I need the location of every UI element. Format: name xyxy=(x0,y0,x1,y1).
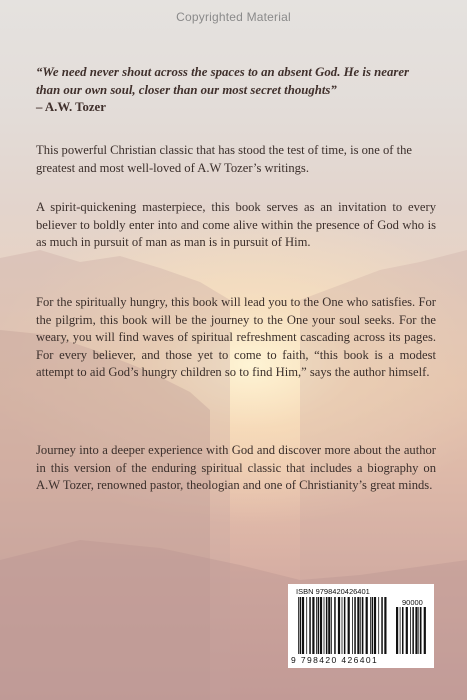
barcode-bar xyxy=(402,607,404,654)
barcode-bar xyxy=(362,597,364,654)
description-paragraph-2: A spirit-quickening masterpiece, this book serves as an invitation to every believer to boldly enter into and come alive within the presence of God who is as much in pursuit of man as man is in pursuit of Him. xyxy=(36,200,436,250)
barcode-bar xyxy=(344,597,346,654)
barcode-bar xyxy=(400,607,401,654)
quote-author: – A.W. Tozer xyxy=(36,100,106,115)
barcode-bar xyxy=(418,607,419,654)
barcode-bar xyxy=(412,607,414,654)
barcode-bar xyxy=(352,597,353,654)
barcode-bar xyxy=(360,597,361,654)
barcode-bar xyxy=(372,597,374,654)
barcode-bar xyxy=(326,597,328,654)
isbn-label: ISBN 9798420426401 xyxy=(296,587,370,596)
barcode-bar xyxy=(300,597,302,654)
barcode-bar xyxy=(331,597,332,654)
quote-text: “We need never shout across the spaces to an absent God. He is nearer than our own soul, closer than our most secret thoughts” xyxy=(36,65,410,97)
barcode-bar xyxy=(338,597,340,654)
barcode-bar xyxy=(354,597,356,654)
barcode-bar xyxy=(410,607,411,654)
barcode-bar xyxy=(378,597,379,654)
barcode-bar xyxy=(298,597,299,654)
barcode-bar xyxy=(370,597,371,654)
description-paragraph-4: Journey into a deeper experience with God and discover more about the author in this version of the enduring spiritual classic that includes a biography on A.W Tozer, renowned pastor, theologian and one of Christianity’s great minds. xyxy=(36,443,436,493)
barcode-bar xyxy=(406,607,408,654)
barcode-bar xyxy=(415,607,417,654)
barcode-bar xyxy=(357,597,359,654)
barcode-bar xyxy=(324,597,325,654)
barcode-bar xyxy=(302,597,304,654)
barcode-bar xyxy=(328,597,330,654)
price-code: 90000 xyxy=(402,598,423,607)
barcode-bar xyxy=(320,597,322,654)
barcode-bar xyxy=(424,607,426,654)
description-paragraph-1: This powerful Christian classic that has stood the test of time, is one of the greatest and most well-loved of A.W Tozer’s writings. xyxy=(36,143,412,175)
barcode-bar xyxy=(348,597,350,654)
barcode-bar xyxy=(396,607,398,654)
barcode-bar xyxy=(384,597,386,654)
barcode-bar xyxy=(366,597,368,654)
barcode-bar xyxy=(381,597,383,654)
isbn-barcode xyxy=(288,584,434,668)
barcode-bar xyxy=(306,597,307,654)
barcode-bar xyxy=(374,597,376,654)
barcode-bar xyxy=(312,597,314,654)
barcode-bar xyxy=(309,597,311,654)
copyright-watermark: Copyrighted Material xyxy=(176,10,291,24)
barcode-bar xyxy=(420,607,422,654)
description-paragraph-3: For the spiritually hungry, this book will lead you to the One who satisfies. For the pilgrim, this book will be the journey to the One your soul seeks. For the weary, you will find waves of spiritual refreshment cascading across its pages. For every believer, and those yet to come to faith, “this book is a modest attempt to aid God’s hungry children so to find Him,” says the author himself. xyxy=(36,295,436,380)
barcode-bar xyxy=(334,597,336,654)
barcode-bar xyxy=(318,597,320,654)
barcode-digits: 9 798420 426401 xyxy=(291,655,379,665)
barcode-bar xyxy=(316,597,317,654)
author-quote xyxy=(36,64,436,117)
barcode-bar xyxy=(342,597,343,654)
